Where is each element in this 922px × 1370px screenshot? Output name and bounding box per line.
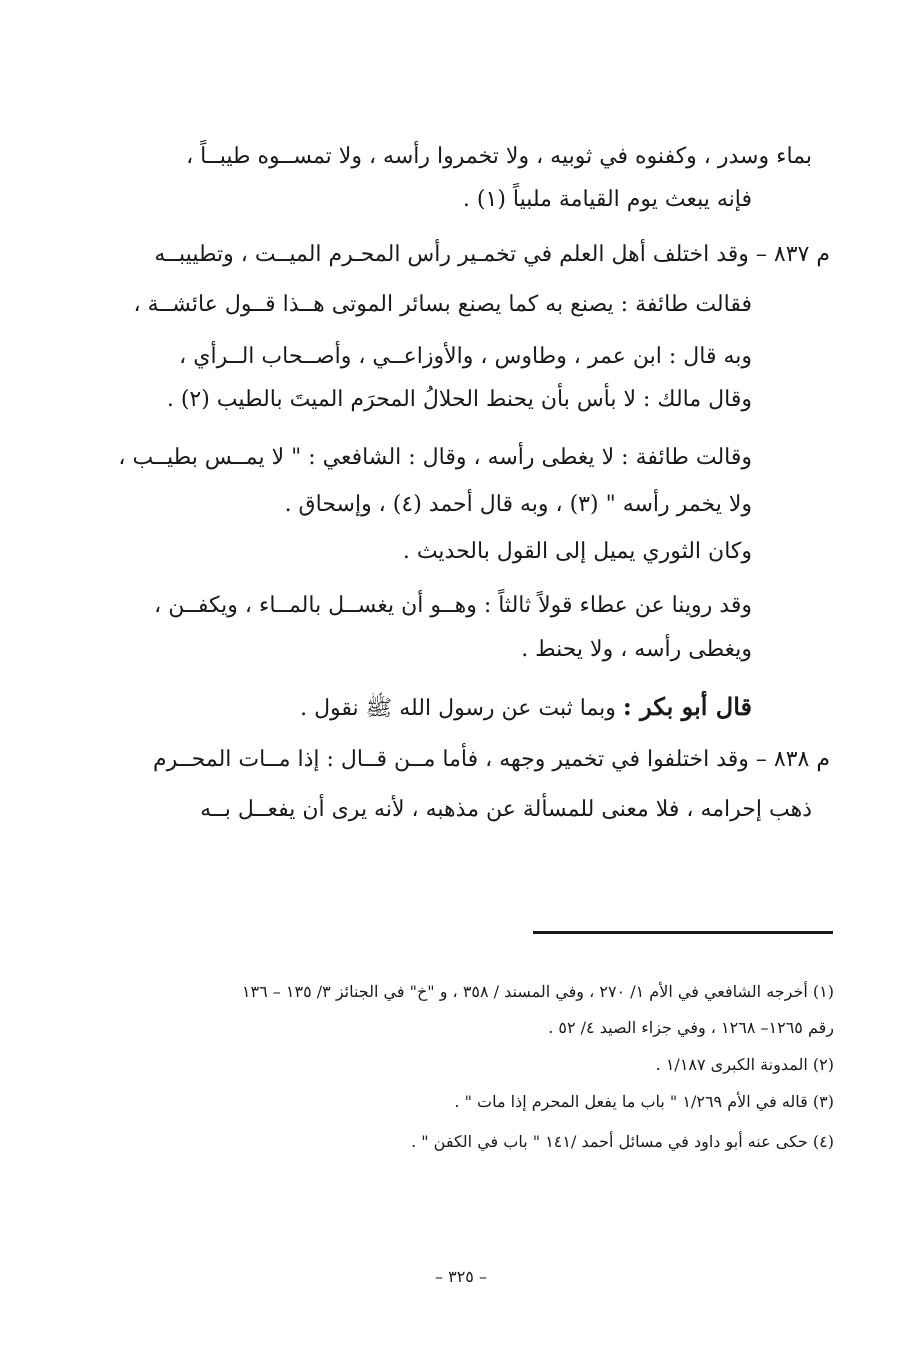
footnote-separator <box>533 931 833 934</box>
body-line: بماء وسدر ، وكفنوه في ثوبيه ، ولا تخمروا رأسه ، ولا تمســوه طيبــاً ، <box>186 144 812 169</box>
body-line: فقالت طائفة : يصنع به كما يصنع بسائر الموتى هــذا قــول عائشــة ، <box>133 292 752 317</box>
page-number: – ٣٢٥ – <box>435 1267 487 1286</box>
body-line: ولا يخمر رأسه " (٣) ، وبه قال أحمد (٤) ، وإسحاق . <box>284 492 752 517</box>
footnote-1-continued: رقم ١٢٦٥– ١٢٦٨ ، وفي جزاء الصيد ٤/ ٥٢ . <box>548 1018 834 1037</box>
paragraph-838-start: م ٨٣٨ – وقد اختلفوا في تخمير وجهه ، فأما مــن قــال : إذا مــات المحــرم <box>153 747 830 772</box>
body-line: وكان الثوري يميل إلى القول بالحديث . <box>402 539 752 564</box>
abu-bakr-heading: قال أبو بكر : <box>622 692 752 721</box>
abu-bakr-statement <box>300 692 752 724</box>
footnote-4: (٤) حكى عنه أبو داود في مسائل أحمد /١٤١ " باب في الكفن " . <box>411 1132 834 1151</box>
body-line: وبه قال : ابن عمر ، وطاوس ، والأوزاعــي ، وأصــحاب الــرأي ، <box>179 344 752 369</box>
body-line: فإنه يبعث يوم القيامة ملبياً (١) . <box>462 187 752 212</box>
paragraph-837-start: م ٨٣٧ – وقد اختلف أهل العلم في تخمـير رأس المحـرم الميــت ، وتطييبــه <box>154 242 830 267</box>
footnote-1: (١) أخرجه الشافعي في الأم ١/ ٢٧٠ ، وفي المسند / ٣٥٨ ، و "خ" في الجنائز ٣/ ١٣٥ – ١٣٦ <box>241 982 834 1001</box>
body-line: وقد روينا عن عطاء قولاً ثالثاً : وهــو أن يغســل بالمــاء ، ويكفــن ، <box>154 593 752 618</box>
body-line: ويغطى رأسه ، ولا يحنط . <box>521 637 752 662</box>
footnote-3: (٣) قاله في الأم ١/٢٦٩ " باب ما يفعل المحرم إذا مات " . <box>454 1092 834 1111</box>
footnote-2: (٢) المدونة الكبرى ١/١٨٧ . <box>655 1055 834 1074</box>
body-line: وقال مالك : لا بأس بأن يحنط الحلالُ المحرَم الميتَ بالطيب (٢) . <box>166 387 752 412</box>
abu-bakr-text: وبما ثبت عن رسول الله ﷺ نقول . <box>300 696 616 721</box>
body-line: وقالت طائفة : لا يغطى رأسه ، وقال : الشافعي : " لا يمــس بطيــب ، <box>118 445 752 470</box>
body-line: ذهب إحرامه ، فلا معنى للمسألة عن مذهبه ، لأنه يرى أن يفعــل بــه <box>200 797 812 822</box>
